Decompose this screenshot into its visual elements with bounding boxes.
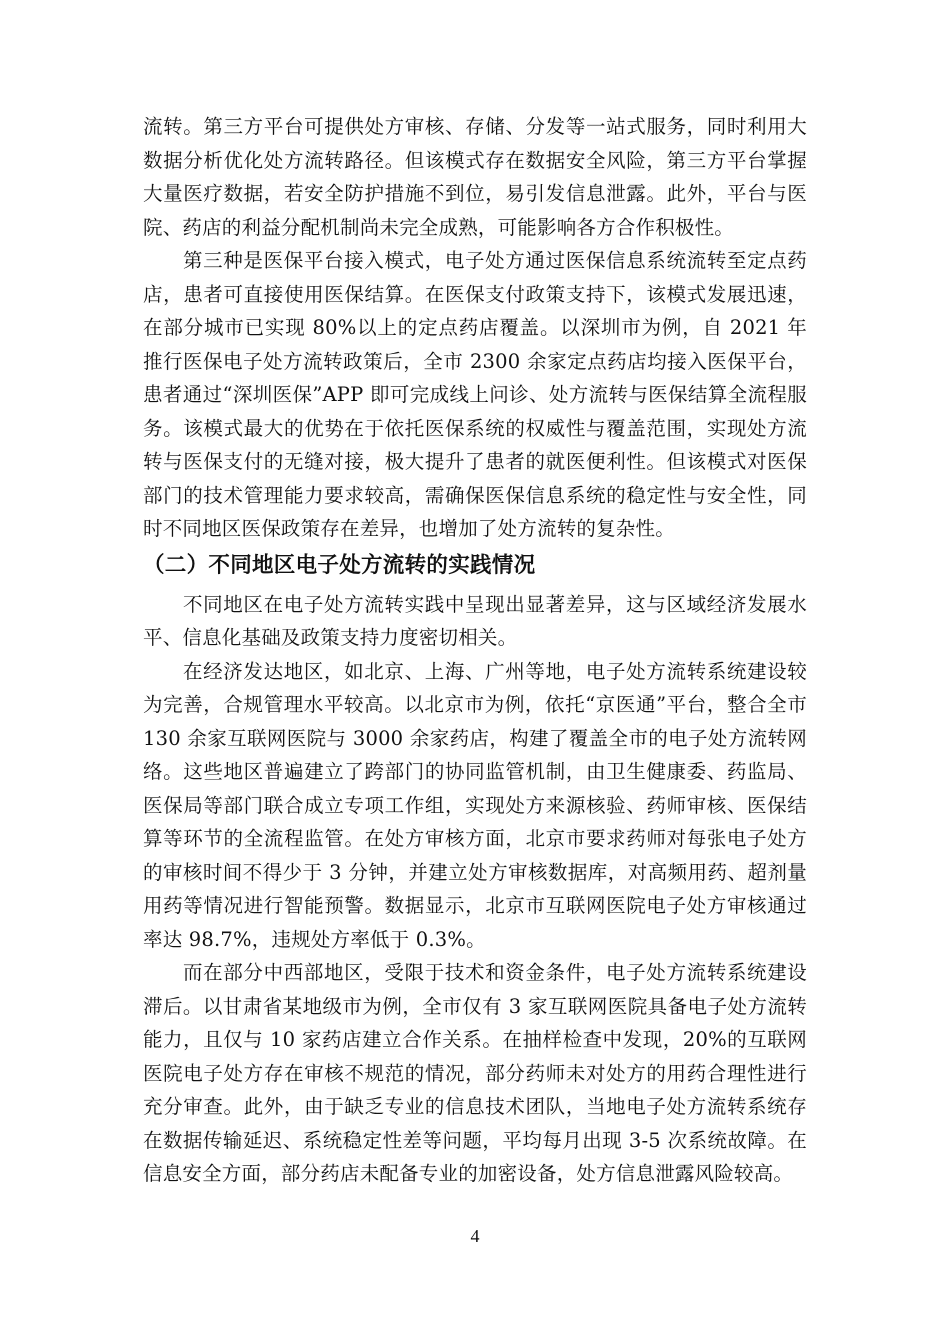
paragraph-developed-regions: 在经济发达地区，如北京、上海、广州等地，电子处方流转系统建设较为完善，合规管理水平较高。以北京市为例，依托“京医通”平台，整合全市 130 余家互联网医院与 3000 余家药店，构建了覆盖全市的电子处方流转网络。这些地区普遍建立了跨部门的协同监管机制，由卫生健康委、药监局、医保局等部门联合成立专项工作组，实现处方来源核验、药师审核、医保结算等环节的全流程监管。在处方审核方面，北京市要求药师对每张电子处方的审核时间不得少于 3 分钟，并建立处方审核数据库，对高频用药、超剂量用药等情况进行智能预警。数据显示，北京市互联网医院电子处方审核通过率达 98.7%，违规处方率低于 0.3%。	[143, 659, 807, 951]
paragraph-medical-insurance-mode: 第三种是医保平台接入模式，电子处方通过医保信息系统流转至定点药店，患者可直接使用医保结算。在医保支付政策支持下，该模式发展迅速，在部分城市已实现 80%以上的定点药店覆盖。以深圳市为例，自 2021 年推行医保电子处方流转政策后，全市 2300 余家定点药店均接入医保平台，患者通过“深圳医保”APP 即可完成线上问诊、处方流转与医保结算全流程服务。该模式最大的优势在于依托医保系统的权威性与覆盖范围，实现处方流转与医保支付的无缝对接，极大提升了患者的就医便利性。但该模式对医保部门的技术管理能力要求较高，需确保医保信息系统的稳定性与安全性，同时不同地区医保政策存在差异，也增加了处方流转的复杂性。	[143, 249, 807, 540]
paragraph-continued: 流转。第三方平台可提供处方审核、存储、分发等一站式服务，同时利用大数据分析优化处方流转路径。但该模式存在数据安全风险，第三方平台掌握大量医疗数据，若安全防护措施不到位，易引发信息泄露。此外，平台与医院、药店的利益分配机制尚未完全成熟，可能影响各方合作积极性。	[143, 115, 807, 239]
section-heading: （二）不同地区电子处方流转的实践情况	[143, 552, 536, 578]
body-text	[143, 110, 807, 1191]
paragraph-central-western-regions: 而在部分中西部地区，受限于技术和资金条件，电子处方流转系统建设滞后。以甘肃省某地级市为例，全市仅有 3 家互联网医院具备电子处方流转能力，且仅与 10 家药店建立合作关系。在抽样检查中发现，20%的互联网医院电子处方存在审核不规范的情况，部分药师未对处方的用药合理性进行充分审查。此外，由于缺乏专业的信息技术团队，当地电子处方流转系统存在数据传输延迟、系统稳定性差等问题，平均每月出现 3-5 次系统故障。在信息安全方面，部分药店未配备专业的加密设备，处方信息泄露风险较高。	[143, 961, 807, 1185]
page-number: 4	[470, 1226, 480, 1246]
paragraph-regional-differences: 不同地区在电子处方流转实践中呈现出显著差异，这与区域经济发展水平、信息化基础及政策支持力度密切相关。	[143, 592, 807, 649]
